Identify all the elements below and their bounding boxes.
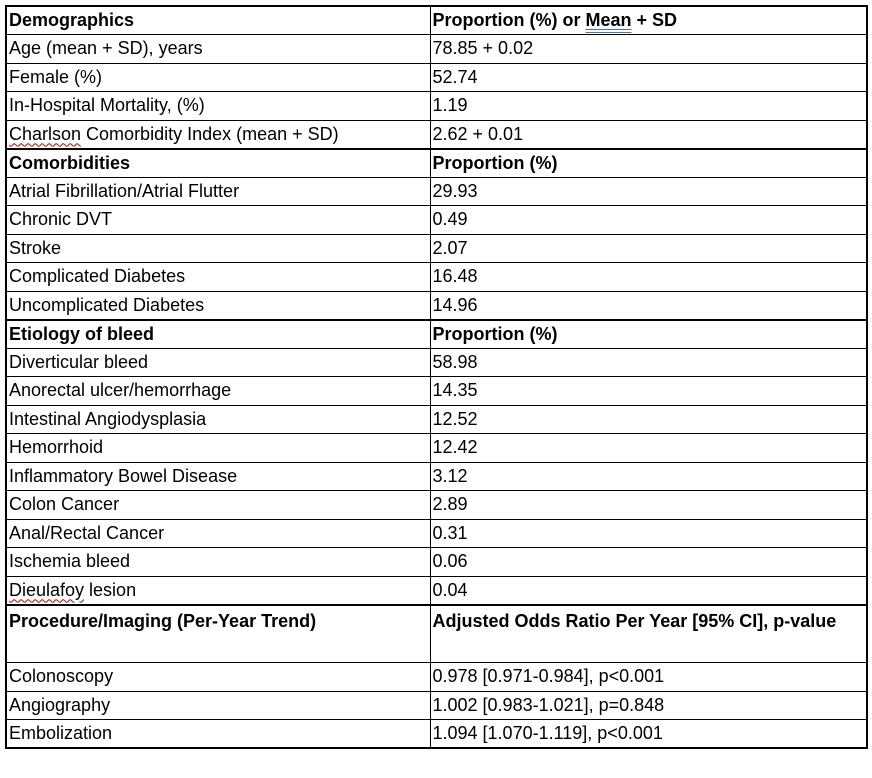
comorbidities-header-label: Comorbidities (6, 149, 430, 178)
table-row (6, 491, 867, 520)
row-value: 0.49 (430, 206, 867, 235)
row-label-rest: Comorbidity Index (mean + SD) (81, 123, 339, 144)
row-value: 52.74 (430, 63, 867, 92)
row-value: 14.96 (430, 291, 867, 320)
row-label: Intestinal Angiodysplasia (6, 405, 430, 434)
etiology-header-value: Proportion (%) (430, 320, 867, 349)
table-row (6, 519, 867, 548)
row-label: Embolization (6, 720, 430, 749)
row-label: Uncomplicated Diabetes (6, 291, 430, 320)
row-label: Female (%) (6, 63, 430, 92)
row-value: 0.04 (430, 576, 867, 605)
row-label: Stroke (6, 234, 430, 263)
table-row (6, 348, 867, 377)
row-value: 0.978 [0.971-0.984], p<0.001 (430, 663, 867, 692)
table-row (6, 462, 867, 491)
row-value: 78.85 + 0.02 (430, 35, 867, 64)
row-value: 0.31 (430, 519, 867, 548)
row-value: 2.62 + 0.01 (430, 120, 867, 149)
row-label: Colonoscopy (6, 663, 430, 692)
row-label (6, 576, 430, 605)
row-value: 29.93 (430, 177, 867, 206)
table-row (6, 120, 867, 149)
row-value: 14.35 (430, 377, 867, 406)
row-label: Hemorrhoid (6, 434, 430, 463)
table-row (6, 576, 867, 605)
header-value-prefix: Proportion (%) or (432, 10, 586, 30)
row-label: In-Hospital Mortality, (%) (6, 92, 430, 121)
data-table (5, 5, 868, 749)
spellcheck-word: Dieulafoy (9, 579, 85, 600)
table-row (6, 177, 867, 206)
row-value: 1.002 [0.983-1.021], p=0.848 (430, 691, 867, 720)
demographics-header-value (430, 6, 867, 35)
table-row (6, 548, 867, 577)
row-label: Angiography (6, 691, 430, 720)
row-value: 3.12 (430, 462, 867, 491)
row-label: Inflammatory Bowel Disease (6, 462, 430, 491)
row-label: Complicated Diabetes (6, 263, 430, 292)
spellcheck-word: Charlson (9, 123, 82, 144)
row-label: Ischemia bleed (6, 548, 430, 577)
row-label: Colon Cancer (6, 491, 430, 520)
row-value: 0.06 (430, 548, 867, 577)
row-value: 2.89 (430, 491, 867, 520)
row-value: 1.19 (430, 92, 867, 121)
table-row (6, 234, 867, 263)
table-row (6, 434, 867, 463)
row-value: 12.52 (430, 405, 867, 434)
row-label: Chronic DVT (6, 206, 430, 235)
table-row (6, 206, 867, 235)
row-label: Diverticular bleed (6, 348, 430, 377)
table-row (6, 720, 867, 749)
header-value-mean: Mean (585, 10, 632, 30)
row-label: Atrial Fibrillation/Atrial Flutter (6, 177, 430, 206)
table-row (6, 92, 867, 121)
row-value: 58.98 (430, 348, 867, 377)
row-label-rest: lesion (84, 579, 137, 600)
table-row (6, 691, 867, 720)
header-value-suffix: + SD (631, 10, 678, 30)
procedures-header-row (6, 605, 867, 663)
row-label: Age (mean + SD), years (6, 35, 430, 64)
table-row (6, 405, 867, 434)
row-value: 16.48 (430, 263, 867, 292)
table-row (6, 663, 867, 692)
row-value: 2.07 (430, 234, 867, 263)
procedures-header-value: Adjusted Odds Ratio Per Year [95% CI], p-value (430, 605, 867, 663)
row-label: Anorectal ulcer/hemorrhage (6, 377, 430, 406)
table-row (6, 63, 867, 92)
table-row (6, 35, 867, 64)
row-value: 1.094 [1.070-1.119], p<0.001 (430, 720, 867, 749)
etiology-header-label: Etiology of bleed (6, 320, 430, 349)
demographics-header-row (6, 6, 867, 35)
table-row (6, 377, 867, 406)
comorbidities-header-row (6, 149, 867, 178)
table-row (6, 291, 867, 320)
row-label (6, 120, 430, 149)
procedures-header-label: Procedure/Imaging (Per-Year Trend) (6, 605, 430, 663)
demographics-header-label: Demographics (6, 6, 430, 35)
etiology-header-row (6, 320, 867, 349)
row-label: Anal/Rectal Cancer (6, 519, 430, 548)
table-row (6, 263, 867, 292)
row-value: 12.42 (430, 434, 867, 463)
comorbidities-header-value: Proportion (%) (430, 149, 867, 178)
